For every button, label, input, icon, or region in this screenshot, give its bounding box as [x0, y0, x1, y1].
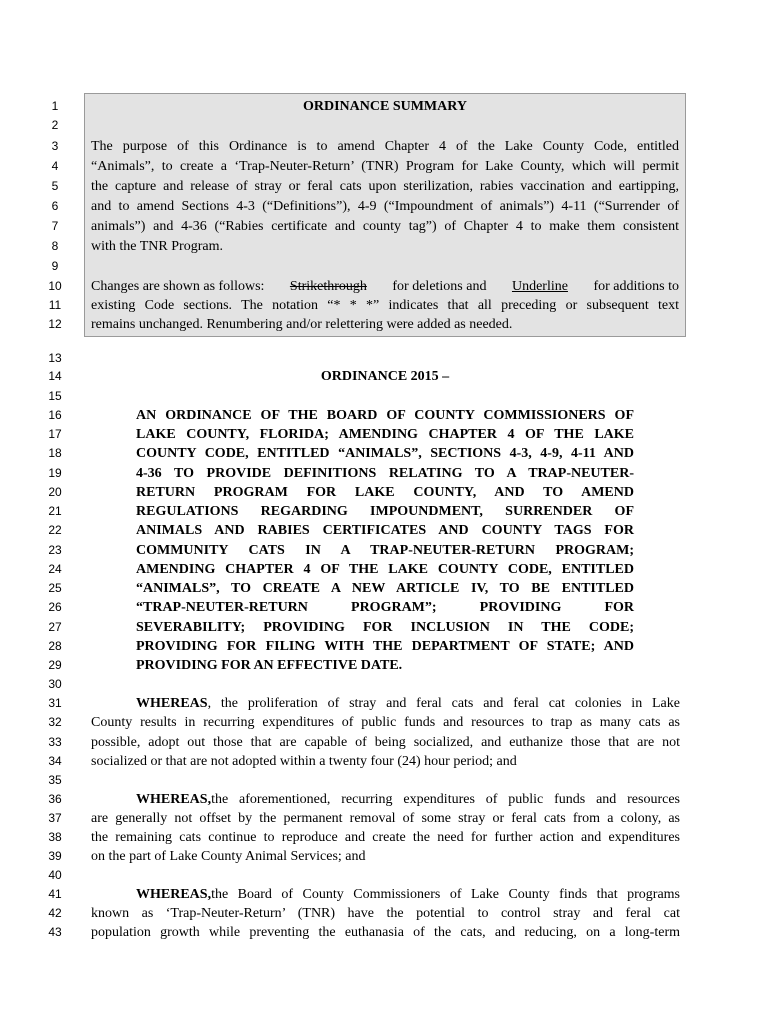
line-number: 1 — [51, 99, 59, 113]
summary-changes-line: existing Code sections. The notation “* * *” indicates that all preceding or subsequent text — [91, 298, 679, 313]
summary-purpose-line: The purpose of this Ordinance is to amend Chapter 4 of the Lake County Code, entitled — [91, 139, 679, 154]
line-number: 4 — [51, 159, 59, 173]
heading-line: 4-36 TO PROVIDE DEFINITIONS RELATING TO A TRAP-NEUTER- — [136, 466, 634, 481]
heading-line: AMENDING CHAPTER 4 OF THE LAKE COUNTY CODE, ENTITLED — [136, 562, 634, 577]
line-number: 21 — [48, 504, 62, 518]
line-number: 33 — [48, 735, 62, 749]
whereas-2-line: are generally not offset by the permanent removal of some stray or feral cats from a colony, as — [91, 811, 680, 826]
line-number: 15 — [48, 389, 62, 403]
line-number: 19 — [48, 466, 62, 480]
whereas-paragraph-2-first-line — [136, 790, 680, 809]
whereas-text: the Board of County Commissioners of Lake County finds that programs — [211, 887, 680, 902]
line-number: 13 — [48, 351, 62, 365]
line-number: 2 — [51, 118, 59, 132]
summary-changes-line — [91, 277, 679, 296]
line-number: 23 — [48, 543, 62, 557]
line-number: 17 — [48, 427, 62, 441]
line-number: 7 — [51, 219, 59, 233]
whereas-3-line: known as ‘Trap-Neuter-Return’ (TNR) have the potential to control stray and feral cat — [91, 906, 680, 921]
underline-sample: Underline — [511, 279, 568, 294]
summary-purpose-line: animals”) and 4-36 (“Rabies certificate and county tag”) of Chapter 4 to make them consistent — [91, 219, 679, 234]
whereas-1-line: socialized or that are not adopted within a twenty four (24) hour period; and — [91, 754, 517, 769]
changes-mid: for deletions and — [392, 279, 487, 294]
summary-purpose-line: the capture and release of stray or feral cats upon sterilization, rabies vaccination and eartipping, — [91, 179, 679, 194]
line-number: 14 — [48, 369, 62, 383]
line-number: 25 — [48, 581, 62, 595]
whereas-paragraph-3-first-line — [136, 885, 680, 904]
line-number: 32 — [48, 715, 62, 729]
whereas-text: , the proliferation of stray and feral cats and feral cat colonies in Lake — [207, 696, 680, 711]
line-number: 6 — [51, 199, 59, 213]
changes-prefix: Changes are shown as follows: — [91, 279, 265, 294]
whereas-paragraph-1-first-line — [136, 694, 680, 713]
line-number: 27 — [48, 620, 62, 634]
heading-line: AN ORDINANCE OF THE BOARD OF COUNTY COMMISSIONERS OF — [136, 408, 634, 423]
changes-suffix: for additions to — [593, 279, 679, 294]
summary-title: ORDINANCE SUMMARY — [302, 99, 467, 114]
line-number: 11 — [48, 298, 62, 312]
summary-changes-line: remains unchanged. Renumbering and/or relettering were added as needed. — [91, 317, 513, 332]
heading-line: SEVERABILITY; PROVIDING FOR INCLUSION IN THE CODE; — [136, 620, 634, 635]
whereas-text: the aforementioned, recurring expenditures of public funds and resources — [211, 792, 680, 807]
heading-line: COMMUNITY CATS IN A TRAP-NEUTER-RETURN PROGRAM; — [136, 543, 634, 558]
whereas-label: WHEREAS — [136, 696, 208, 711]
heading-line: COUNTY CODE, ENTITLED “ANIMALS”, SECTIONS 4-3, 4-9, 4-11 AND — [136, 446, 634, 461]
line-number: 3 — [51, 139, 59, 153]
line-number: 41 — [48, 887, 62, 901]
whereas-1-line: County results in recurring expenditures of public funds and resources to trap as many cats as — [91, 715, 680, 730]
line-number: 37 — [48, 811, 62, 825]
whereas-2-line: on the part of Lake County Animal Services; and — [91, 849, 366, 864]
line-number: 24 — [48, 562, 62, 576]
line-number: 31 — [48, 696, 62, 710]
line-number: 36 — [48, 792, 62, 806]
heading-line: PROVIDING FOR FILING WITH THE DEPARTMENT OF STATE; AND — [136, 639, 634, 654]
summary-purpose-line: with the TNR Program. — [91, 239, 223, 254]
line-number: 43 — [48, 925, 62, 939]
heading-line: “TRAP-NEUTER-RETURN PROGRAM”; PROVIDING FOR — [136, 600, 634, 615]
line-number: 30 — [48, 677, 62, 691]
line-number: 26 — [48, 600, 62, 614]
line-number: 5 — [51, 179, 59, 193]
line-number: 18 — [48, 446, 62, 460]
summary-purpose-line: and to amend Sections 4-3 (“Definitions”), 4-9 (“Impoundment of animals”) 4-11 (“Surrender of — [91, 199, 679, 214]
line-number: 34 — [48, 754, 62, 768]
line-number: 22 — [48, 523, 62, 537]
line-number: 39 — [48, 849, 62, 863]
heading-line: REGULATIONS REGARDING IMPOUNDMENT, SURRENDER OF — [136, 504, 634, 519]
heading-line: “ANIMALS”, TO CREATE A NEW ARTICLE IV, TO BE ENTITLED — [136, 581, 634, 596]
line-number: 12 — [48, 317, 62, 331]
heading-line: LAKE COUNTY, FLORIDA; AMENDING CHAPTER 4 OF THE LAKE — [136, 427, 634, 442]
whereas-1-line: possible, adopt out those that are capable of being socialized, and euthanize those that are not — [91, 735, 680, 750]
whereas-label: WHEREAS, — [136, 887, 212, 902]
heading-line: RETURN PROGRAM FOR LAKE COUNTY, AND TO AMEND — [136, 485, 634, 500]
summary-purpose-line: “Animals”, to create a ‘Trap-Neuter-Return’ (TNR) Program for Lake County, which will permit — [91, 159, 679, 174]
strikethrough-sample: Strikethrough — [289, 279, 367, 294]
whereas-2-line: the remaining cats continue to reproduce and create the need for further action and expenditures — [91, 830, 680, 845]
line-number: 40 — [48, 868, 62, 882]
whereas-label: WHEREAS, — [136, 792, 212, 807]
line-number: 20 — [48, 485, 62, 499]
whereas-3-line: population growth while preventing the euthanasia of the cats, and reducing, on a long-term — [91, 925, 680, 940]
line-number: 42 — [48, 906, 62, 920]
line-number: 28 — [48, 639, 62, 653]
ordinance-title: ORDINANCE 2015 – — [320, 369, 450, 384]
heading-line: ANIMALS AND RABIES CERTIFICATES AND COUNTY TAGS FOR — [136, 523, 634, 538]
line-number: 35 — [48, 773, 62, 787]
line-number: 38 — [48, 830, 62, 844]
line-number: 9 — [51, 259, 59, 273]
line-number: 8 — [51, 239, 59, 253]
line-number: 29 — [48, 658, 62, 672]
line-number: 16 — [48, 408, 62, 422]
line-number: 10 — [48, 279, 62, 293]
heading-line: PROVIDING FOR AN EFFECTIVE DATE. — [136, 658, 403, 673]
